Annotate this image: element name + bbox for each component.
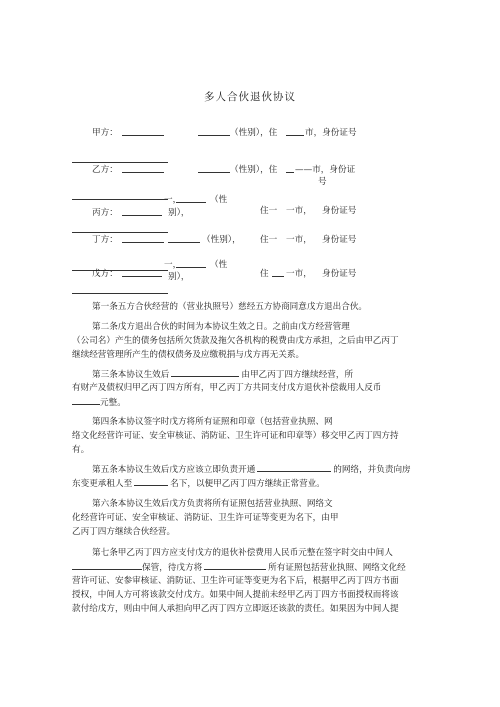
amount-blank [72, 395, 100, 405]
party-wu [72, 254, 452, 294]
clause-3-text-2: 由甲乙丙丁四方继续经营，所 [241, 370, 354, 380]
gender-blank [168, 233, 200, 243]
clause-7-text-2: 所有证照包括营业执照、网络文化经 [268, 563, 406, 573]
party-label: 甲方： [92, 128, 118, 138]
gender-text-3: 别）， [168, 208, 190, 218]
address-blank [272, 267, 284, 277]
clause-5-text-3: 东变更承租人至 [72, 479, 133, 489]
gender-blank [198, 126, 230, 136]
signature-line [72, 293, 168, 294]
clause-2-line-1: 第二条戊方退出合伙的时间为本协议生效之日。之前由戊方经营管理 [92, 322, 350, 332]
gender-blank [176, 258, 206, 268]
blank [72, 560, 142, 570]
address-text: 住 [260, 269, 269, 279]
blank [134, 476, 168, 486]
gender-blank [176, 193, 206, 203]
clause-6-line-3: 乙丙丁四方继续合伙经营。 [72, 527, 176, 537]
party-label: 乙方： [92, 165, 118, 175]
id-text: 身份证号 [322, 206, 357, 216]
clause-3-text-3: 元整。 [100, 398, 126, 408]
party-label: 丙方： [92, 208, 118, 218]
blank [204, 560, 266, 570]
id-text: 身份证号 [322, 269, 357, 279]
name-blank [122, 206, 162, 216]
address-text: 住一 [260, 206, 278, 216]
address-text: 住一 [260, 235, 278, 245]
clause-7-line-3: 营许可证、安参审核证、消防证、卫生许可证等变更为名下后，根据甲乙丙丁四方书面 [72, 576, 399, 586]
name-blank [122, 233, 164, 243]
name-blank [122, 126, 164, 136]
party-label: 丁方： [92, 235, 118, 245]
city-text: 一市， [286, 235, 312, 245]
party-jia [72, 123, 452, 163]
id-text: 身份证号 [322, 235, 357, 245]
gender-text: 一， [164, 195, 182, 205]
clause-5-text-4: 名下，以便甲乙丙丁四方继续正常营业。 [170, 479, 325, 489]
document-title: 多人合伙退伙协议 [204, 91, 296, 103]
address-blank [286, 126, 304, 136]
clause-2-line-3: 继续经营管理所产生的债权债务及应缴税捐与戊方再无关系。 [72, 350, 305, 360]
clause-3-line-3 [72, 395, 126, 411]
gender-text-3: 别）， [168, 272, 190, 282]
gender-text: （性别），住 [230, 128, 278, 138]
clause-4-line-1: 第四条本协议签字时戊方将所有证照和印章（包括营业执照、网 [92, 417, 333, 427]
clause-5-text: 第五条本协议生效后戊方应该立即负责开通 [92, 465, 256, 475]
clause-1: 第一条五方合伙经营的（营业执照号）慈经五方协商同意戊方退出合伙。 [92, 302, 368, 312]
clause-6-line-2: 化经营许可证、安全审核证、消防证、卫生许可证等变更为名下，由甲 [72, 513, 339, 523]
id-text-wrap: 号 [318, 177, 327, 187]
clause-7-line-5: 款付给戊方，则由中间人承担向甲乙丙丁四方立即返还该款的责任。如果因为中间人提 [72, 604, 399, 614]
gender-text: （性别），住 [230, 165, 278, 175]
clause-3-text: 第三条本协议生效后 [92, 370, 170, 380]
party-label: 戊方： [92, 269, 118, 279]
gender-text: （性别）， [202, 235, 241, 245]
clause-7-line-1: 第七条甲乙丙丁四方应支付戊方的退伙补偿费用人民币元整在签字时交由中间人 [92, 548, 393, 558]
gender-text-2: （性 [210, 195, 228, 205]
id-text: ——市，身份证 [295, 165, 356, 175]
clause-4-line-3: 有。 [72, 445, 90, 455]
clause-5-line-2 [72, 476, 325, 492]
id-text: 市，身份证号 [305, 128, 357, 138]
clause-5-text-2: 的网络，并负责向房 [333, 465, 411, 475]
clause-6-line-1: 第六条本协议生效后戊方负责将所有证照包括营业执照、网络文 [92, 499, 333, 509]
city-text: 一市， [286, 206, 312, 216]
clause-7-text: 保管，待戊方将 [142, 563, 203, 573]
party-bing [72, 193, 452, 233]
clause-7-line-4: 授权，中间人方可将该款交付戊方。如果中间人提前未经甲乙丙丁四方书面授权而将该 [72, 590, 399, 600]
gender-text: 一， [164, 260, 182, 270]
city-text: 一市， [286, 269, 312, 279]
gender-blank [198, 163, 230, 173]
clause-3-line-2: 有财产及债权归甲乙丙丁四方所有，甲乙丙丁方共同支付戊方退伙补偿裁用人反币 [72, 383, 382, 393]
gender-text-2: （性 [210, 260, 228, 270]
name-blank [122, 163, 164, 173]
name-blank [122, 267, 162, 277]
blank [171, 367, 239, 377]
blank [257, 462, 331, 472]
address-blank [286, 163, 294, 173]
clause-4-line-2: 络文化经营许可证、安全审核证、消防证、卫生许可证和印章等）移交甲乙丙丁四方持 [72, 431, 399, 441]
clause-2-line-2: （公司名）产生的债务包括所欠货款及拖欠各机构的税费由戊方承担，之后由甲乙丙丁 [72, 336, 399, 346]
